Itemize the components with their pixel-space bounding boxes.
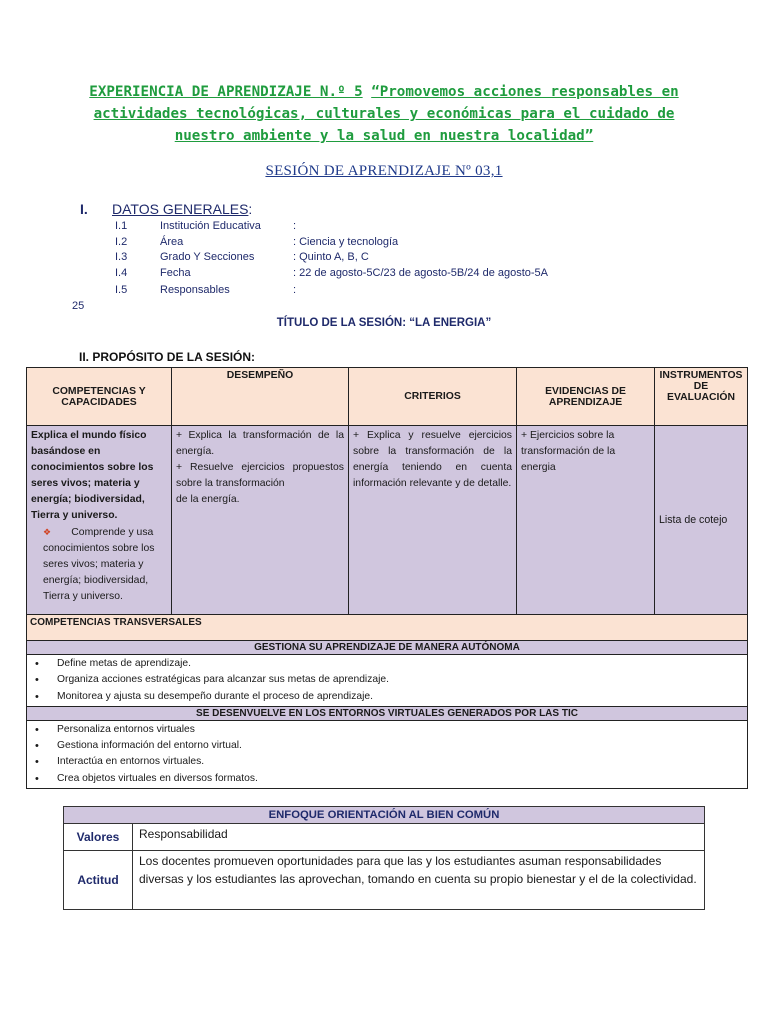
desempeno-line: + Resuelve ejercicios propuestos sobre la transformación [176, 462, 344, 489]
datos-value: : 22 de agosto-5C/23 de agosto-5B/24 de agosto-5A [293, 267, 549, 279]
header-desempeno: DESEMPEÑO [172, 368, 349, 426]
datos-code: I.1 [115, 220, 128, 232]
experiencia-description: “Promovemos acciones responsables en actividades tecnológicas, culturales y económicas para el cuidado de nuestro ambiente y la salud en nuestra localidad” [93, 84, 679, 144]
datos-code: I.4 [115, 267, 128, 279]
datos-code: I.3 [115, 251, 128, 263]
list-item: • Crea objetos virtuales en diversos formatos. [31, 771, 743, 787]
header-competencias: COMPETENCIAS Y CAPACIDADES [27, 368, 172, 426]
desempeno-cell [172, 426, 349, 615]
datos-value: : Quinto A, B, C [293, 251, 369, 263]
gestiona-label: GESTIONA SU APRENDIZAJE DE MANERA AUTÓNOMA [27, 641, 748, 655]
datos-label: Grado Y Secciones [160, 251, 255, 263]
actitud-label: Actitud [64, 851, 133, 910]
datos-code: I.5 [115, 284, 128, 296]
diamond-bullet-icon: ❖ [43, 527, 52, 537]
desempeno-line: de la energía. [176, 494, 240, 505]
datos-value: : Ciencia y tecnología [293, 236, 399, 248]
datos-value: : [293, 220, 297, 232]
enfoque-table [63, 806, 705, 910]
tic-label: SE DESENVUELVE EN LOS ENTORNOS VIRTUALES GENERADOS POR LAS TIC [27, 706, 748, 720]
transversales-label: COMPETENCIAS TRANSVERSALES [27, 615, 748, 641]
header-instrumentos: INSTRUMENTOS DE EVALUACIÓN [655, 368, 748, 426]
evidencias-cell: + Ejercicios sobre la transformación de la energia [517, 426, 655, 615]
transversales-row [27, 615, 748, 641]
tic-list [31, 722, 743, 787]
competencia-text: Explica el mundo físico basándose en conocimientos sobre los seres vivos; materia y energía; biodiversidad, Tierra y universo. [31, 430, 154, 521]
datos-label: Fecha [160, 267, 191, 279]
datos-label: Responsables [160, 284, 230, 296]
gestiona-list-cell [27, 655, 748, 707]
proposito-table [26, 367, 748, 789]
table-header-row [27, 368, 748, 426]
extra-number: 25 [72, 300, 85, 312]
gestiona-list-row [27, 655, 748, 707]
header-evidencias: EVIDENCIAS DE APRENDIZAJE [517, 368, 655, 426]
capacidad-text: Comprende y usa conocimientos sobre los seres vivos; materia y energía; biodiversidad, Tierra y universo. [43, 527, 155, 602]
gestiona-band-row [27, 641, 748, 655]
experiencia-title [60, 81, 708, 147]
competencia-cell [27, 426, 172, 615]
list-item: • Monitorea y ajusta su desempeño durante el proceso de aprendizaje. [31, 689, 743, 705]
datos-generales-heading [80, 201, 252, 217]
desempeno-line: + Explica la transformación de la energía. [176, 430, 344, 457]
session-label: SESIÓN DE APRENDIZAJE Nº 03,1 [265, 163, 503, 179]
actitud-text: Los docentes promueven oportunidades para que las y los estudiantes asuman responsabilidades diversas y los estudiantes las aprovechan, tomando en cuenta su propio bienestar y el de la colectividad. [133, 851, 705, 910]
section-colon: : [248, 201, 253, 217]
valores-label: Valores [64, 824, 133, 851]
criterios-cell: + Explica y resuelve ejercicios sobre la transformación de la energía teniendo en cuenta información relevante y de detalle. [349, 426, 517, 615]
proposito-heading: II. PROPÓSITO DE LA SESIÓN: [79, 350, 256, 364]
enfoque-valores-row [64, 824, 705, 851]
datos-code: I.2 [115, 236, 128, 248]
datos-label: Área [160, 236, 184, 248]
tic-band-row [27, 706, 748, 720]
valores-text: Responsabilidad [133, 824, 705, 851]
datos-label: Institución Educativa [160, 220, 261, 232]
enfoque-header-row [64, 807, 705, 824]
tic-list-row [27, 720, 748, 788]
header-criterios: CRITERIOS [349, 368, 517, 426]
list-item: • Define metas de aprendizaje. [31, 656, 743, 672]
list-item: • Interactúa en entornos virtuales. [31, 754, 743, 770]
gestiona-list [31, 656, 743, 705]
section-label: DATOS GENERALES [112, 201, 249, 217]
experiencia-label: EXPERIENCIA DE APRENDIZAJE N.º 5 [89, 84, 363, 100]
section-number: I. [80, 201, 88, 217]
list-item: • Personaliza entornos virtuales [31, 722, 743, 738]
enfoque-title: ENFOQUE ORIENTACIÓN AL BIEN COMÚN [64, 807, 705, 824]
enfoque-actitud-row [64, 851, 705, 910]
list-item: • Organiza acciones estratégicas para alcanzar sus metas de aprendizaje. [31, 672, 743, 688]
tic-list-cell [27, 720, 748, 788]
instrumentos-cell: Lista de cotejo [655, 426, 748, 615]
datos-value: : [293, 284, 297, 296]
list-item: • Gestiona información del entorno virtual. [31, 738, 743, 754]
table-row [27, 426, 748, 615]
capacidad-item [31, 524, 167, 605]
session-title: TÍTULO DE LA SESIÓN: “LA ENERGIA” [276, 317, 492, 329]
